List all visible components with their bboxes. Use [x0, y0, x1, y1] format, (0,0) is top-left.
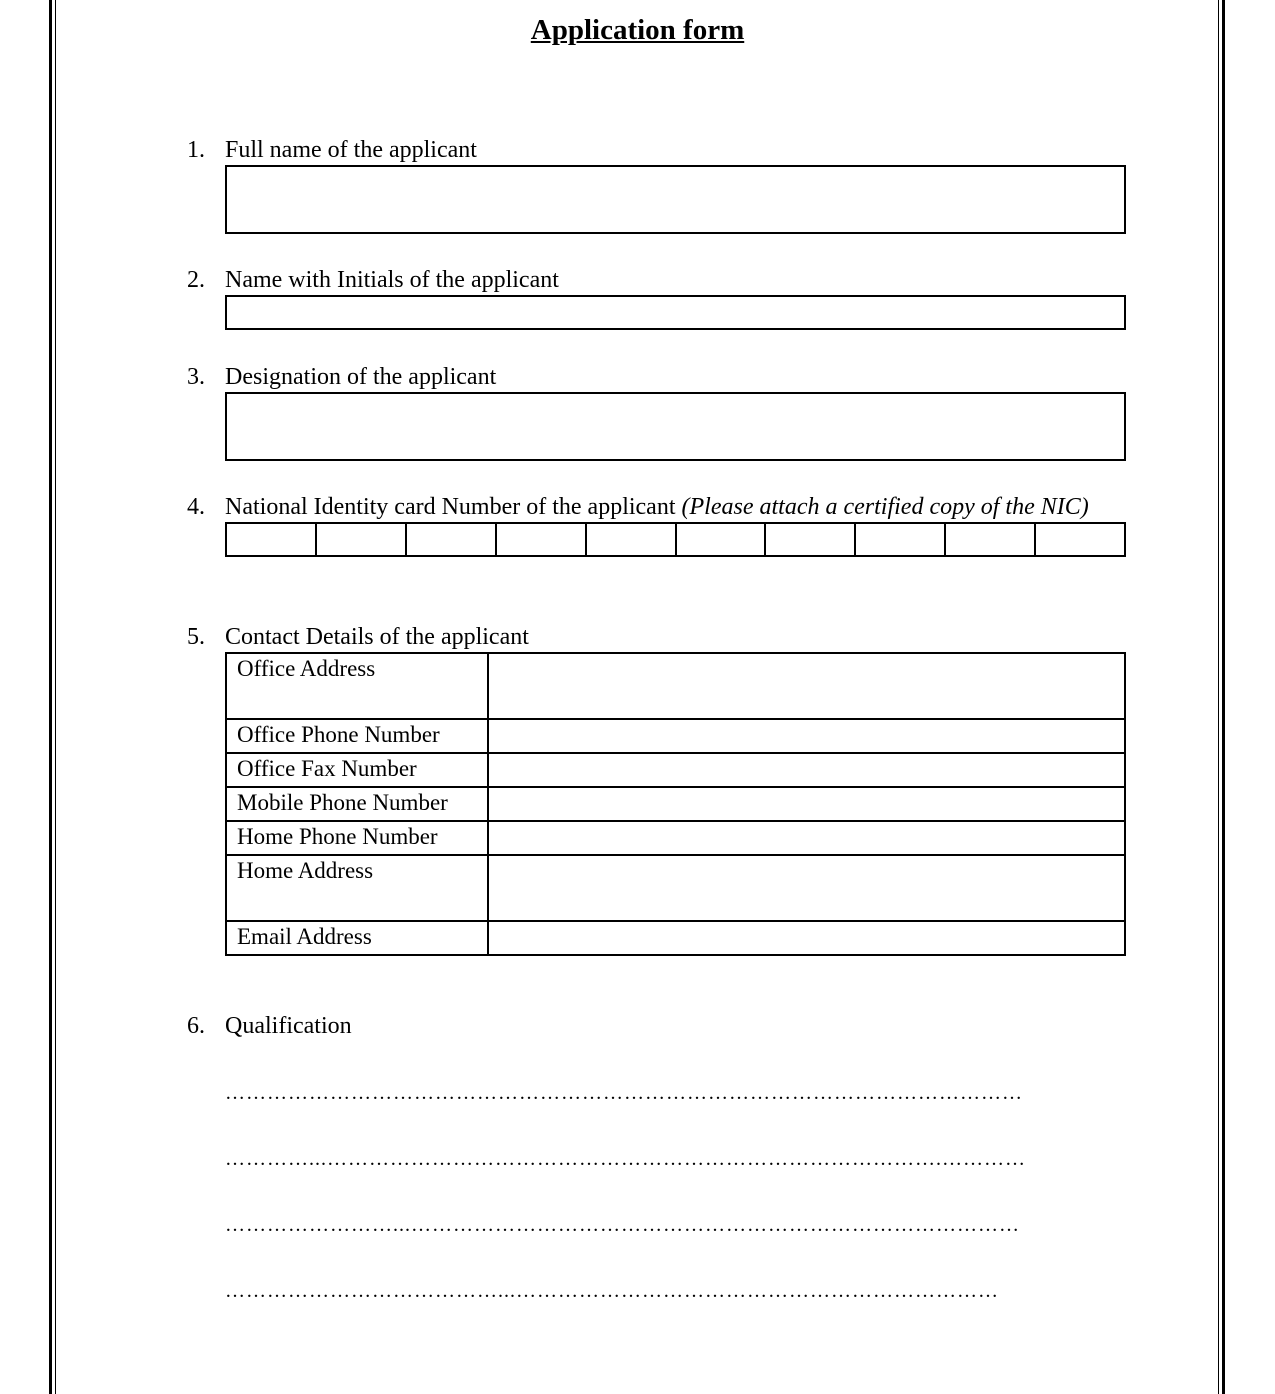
- home-phone-field[interactable]: [488, 821, 1125, 855]
- page-border-left-outer: [49, 0, 52, 1394]
- table-row: [226, 855, 1125, 921]
- email-address-field[interactable]: [488, 921, 1125, 955]
- email-address-label: Email Address: [226, 921, 488, 955]
- qualification-line-3[interactable]: ……………………...……………………………………………………………………………: [225, 1214, 1020, 1236]
- question-6-label: Qualification: [225, 1013, 352, 1039]
- nic-digit-box[interactable]: [407, 524, 497, 555]
- table-row: [226, 753, 1125, 787]
- table-row: [226, 921, 1125, 955]
- office-phone-label: Office Phone Number: [226, 719, 488, 753]
- nic-digit-box[interactable]: [497, 524, 587, 555]
- question-4-label: [225, 494, 1089, 521]
- table-row: [226, 653, 1125, 719]
- question-4-text: National Identity card Number of the applicant: [225, 494, 676, 520]
- office-phone-field[interactable]: [488, 719, 1125, 753]
- qualification-line-2[interactable]: …………...…………………………………………………………………………….…………: [225, 1148, 1026, 1170]
- table-row: [226, 787, 1125, 821]
- page-border-left-inner: [55, 0, 56, 1394]
- table-row: [226, 719, 1125, 753]
- question-4-note: (Please attach a certified copy of the NIC): [681, 494, 1089, 520]
- nic-digit-box[interactable]: [677, 524, 767, 555]
- nic-digit-box[interactable]: [1036, 524, 1124, 555]
- question-3-label: Designation of the applicant: [225, 364, 497, 390]
- nic-digit-box[interactable]: [856, 524, 946, 555]
- qualification-line-4[interactable]: …………………………………...……………………………………………………………: [225, 1280, 999, 1302]
- form-title: Application form: [530, 14, 745, 46]
- question-5-number: 5.: [187, 624, 205, 650]
- nic-digit-box[interactable]: [587, 524, 677, 555]
- name-with-initials-field[interactable]: [225, 295, 1126, 330]
- office-fax-label: Office Fax Number: [226, 753, 488, 787]
- table-row: [226, 821, 1125, 855]
- question-5-label: Contact Details of the applicant: [225, 624, 529, 650]
- contact-details-table: [225, 652, 1126, 956]
- mobile-phone-field[interactable]: [488, 787, 1125, 821]
- nic-digit-box[interactable]: [766, 524, 856, 555]
- nic-digit-box[interactable]: [946, 524, 1036, 555]
- question-4-number: 4.: [187, 494, 205, 520]
- question-1-number: 1.: [187, 137, 205, 163]
- question-2-label: Name with Initials of the applicant: [225, 267, 559, 293]
- office-fax-field[interactable]: [488, 753, 1125, 787]
- qualification-line-1[interactable]: ……………………………………………………………………………………………………: [225, 1082, 1023, 1104]
- mobile-phone-label: Mobile Phone Number: [226, 787, 488, 821]
- designation-field[interactable]: [225, 392, 1126, 461]
- question-1-label: Full name of the applicant: [225, 137, 477, 163]
- home-phone-label: Home Phone Number: [226, 821, 488, 855]
- question-6-number: 6.: [187, 1013, 205, 1039]
- page-border-right-inner: [1218, 0, 1219, 1394]
- question-2-number: 2.: [187, 267, 205, 293]
- office-address-field[interactable]: [488, 653, 1125, 719]
- home-address-label: Home Address: [226, 855, 488, 921]
- nic-digit-box[interactable]: [227, 524, 317, 555]
- home-address-field[interactable]: [488, 855, 1125, 921]
- question-3-number: 3.: [187, 364, 205, 390]
- office-address-label: Office Address: [226, 653, 488, 719]
- nic-number-field: [225, 522, 1126, 557]
- full-name-field[interactable]: [225, 165, 1126, 234]
- nic-digit-box[interactable]: [317, 524, 407, 555]
- page-border-right-outer: [1222, 0, 1225, 1394]
